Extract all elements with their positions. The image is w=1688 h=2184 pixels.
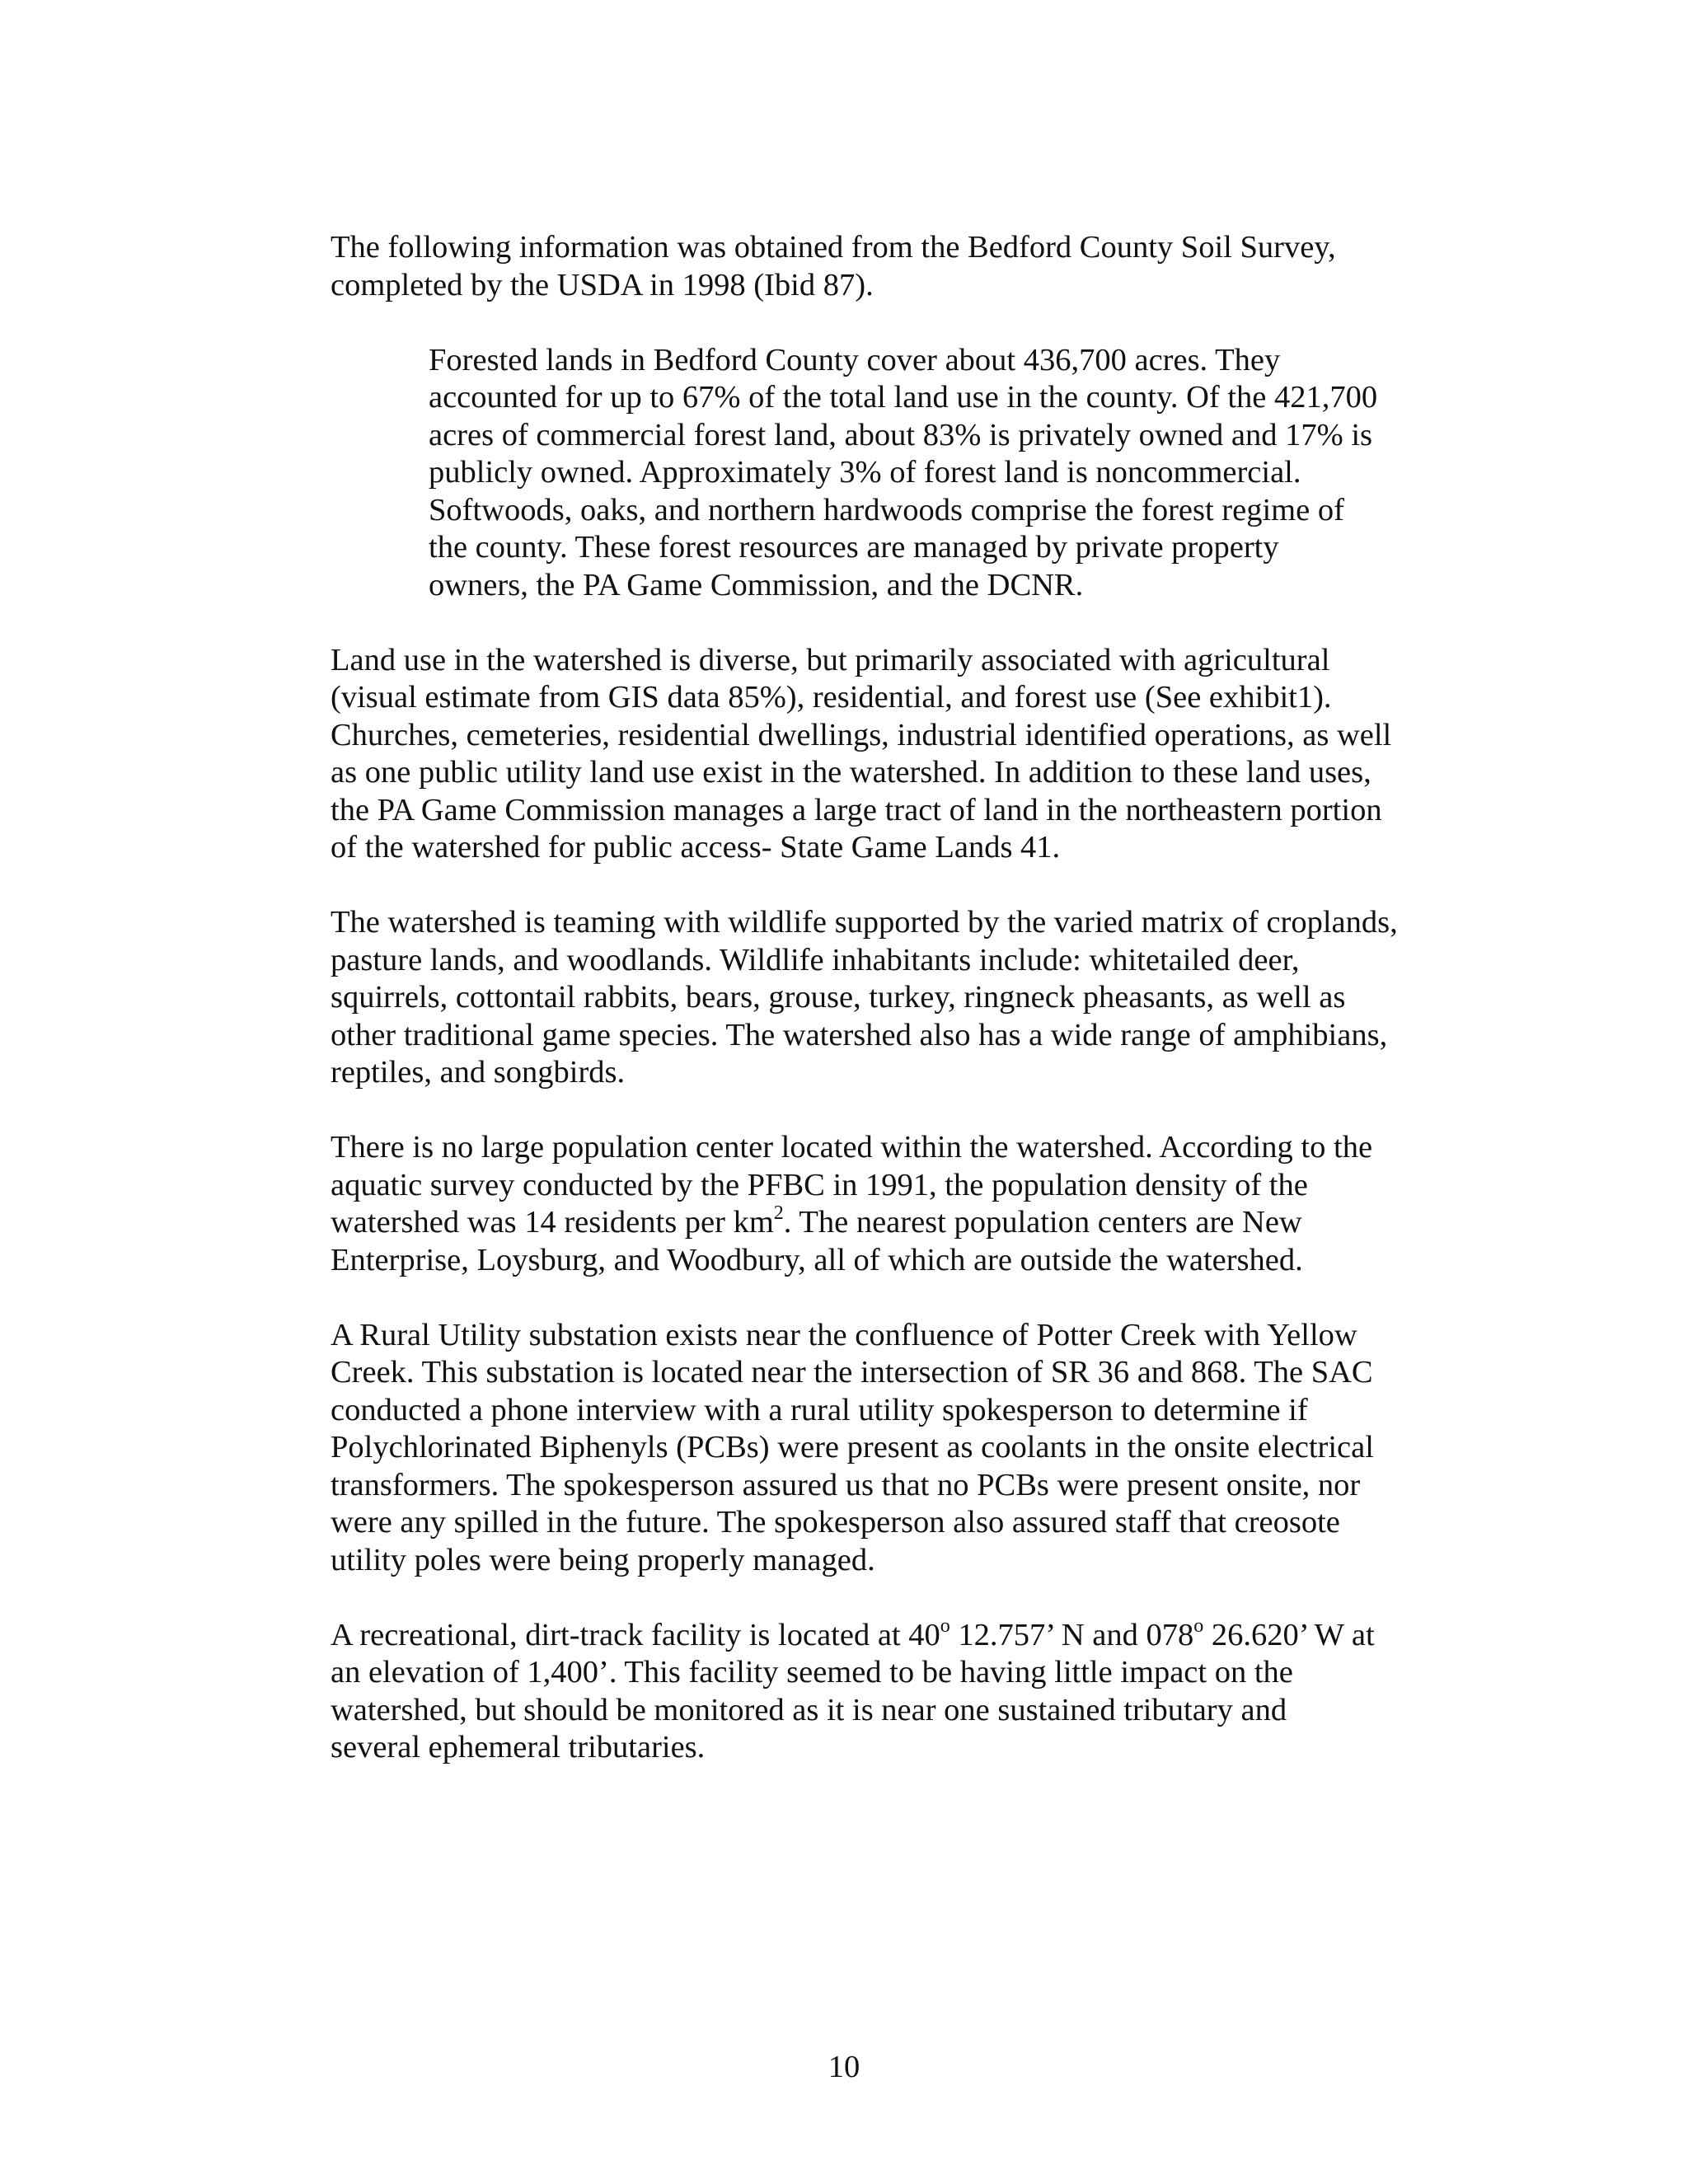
text-fragment: 26.620’ W at — [1203, 1617, 1375, 1652]
text-line: were any spilled in the future. The spokesperson also assured staff that creosote — [331, 1505, 1340, 1540]
text-line: other traditional game species. The watershed also has a wide range of amphibians, — [331, 1017, 1388, 1052]
paragraph-wildlife — [331, 904, 1451, 1092]
page-number: 10 — [828, 2050, 860, 2084]
text-fragment: . The nearest population centers are New — [783, 1205, 1302, 1240]
paragraph-forest-quote — [429, 342, 1451, 605]
text-line: (visual estimate from GIS data 85%), residential, and forest use (See exhibit1). — [331, 680, 1332, 715]
text-line: accounted for up to 67% of the total land use in the county. Of the 421,700 — [429, 380, 1378, 415]
text-line: Creek. This substation is located near the intersection of SR 36 and 868. The SAC — [331, 1355, 1373, 1390]
degree-superscript: o — [1193, 1615, 1204, 1637]
text-line: publicly owned. Approximately 3% of forest land is noncommercial. — [429, 455, 1301, 490]
text-fragment: 12.757’ N and 078 — [950, 1617, 1194, 1652]
text-line: reptiles, and songbirds. — [331, 1055, 626, 1090]
text-line: the county. These forest resources are managed by private property — [429, 530, 1279, 565]
body-text — [331, 229, 1451, 1804]
coordinates-line — [331, 1617, 1451, 1655]
paragraph-population — [331, 1129, 1451, 1279]
text-line: Softwoods, oaks, and northern hardwoods comprise the forest regime of — [429, 492, 1344, 527]
text-line: Forested lands in Bedford County cover about 436,700 acres. They — [429, 342, 1281, 377]
text-line: There is no large population center located within the watershed. According to the — [331, 1130, 1373, 1165]
text-line: the PA Game Commission manages a large tract of land in the northeastern portion — [331, 792, 1382, 827]
superscript-squared: 2 — [773, 1202, 784, 1225]
paragraph-intro — [331, 229, 1451, 304]
text-line: Churches, cemeteries, residential dwellings, industrial identified operations, as well — [331, 717, 1392, 752]
text-line: an elevation of 1,400’. This facility seemed to be having little impact on the — [331, 1655, 1293, 1690]
paragraph-dirt-track — [331, 1617, 1451, 1767]
text-line: acres of commercial forest land, about 83% is privately owned and 17% is — [429, 417, 1373, 452]
text-line: utility poles were being properly managed. — [331, 1542, 875, 1577]
paragraph-land-use — [331, 642, 1451, 867]
text-line: Land use in the watershed is diverse, but primarily associated with agricultural — [331, 642, 1330, 677]
degree-superscript: o — [940, 1615, 950, 1637]
text-line: conducted a phone interview with a rural utility spokesperson to determine if — [331, 1392, 1308, 1427]
text-fragment: watershed was 14 residents per km — [331, 1205, 774, 1240]
text-line: owners, the PA Game Commission, and the DCNR. — [429, 567, 1084, 602]
text-line: of the watershed for public access- State Game Lands 41. — [331, 830, 1061, 865]
text-line: squirrels, cottontail rabbits, bears, grouse, turkey, ringneck pheasants, as well as — [331, 980, 1346, 1015]
text-line: completed by the USDA in 1998 (Ibid 87). — [331, 267, 874, 302]
text-line: Enterprise, Loysburg, and Woodbury, all of which are outside the watershed. — [331, 1242, 1303, 1277]
text-line: watershed, but should be monitored as it is near one sustained tributary and — [331, 1692, 1287, 1727]
text-line: A Rural Utility substation exists near the confluence of Potter Creek with Yellow — [331, 1317, 1357, 1352]
text-line: aquatic survey conducted by the PFBC in 1991, the population density of the — [331, 1167, 1308, 1202]
text-line: The watershed is teaming with wildlife supported by the varied matrix of croplands, — [331, 905, 1398, 940]
text-line: transformers. The spokesperson assured us that no PCBs were present onsite, nor — [331, 1467, 1361, 1502]
text-line: several ephemeral tributaries. — [331, 1730, 706, 1765]
text-line: The following information was obtained from the Bedford County Soil Survey, — [331, 230, 1336, 265]
text-line: pasture lands, and woodlands. Wildlife inhabitants include: whitetailed deer, — [331, 942, 1300, 977]
text-line: as one public utility land use exist in the watershed. In addition to these land uses, — [331, 755, 1372, 790]
paragraph-substation — [331, 1317, 1451, 1580]
text-line: Polychlorinated Biphenyls (PCBs) were present as coolants in the onsite electrical — [331, 1430, 1374, 1465]
text-fragment: A recreational, dirt-track facility is located at 40 — [331, 1617, 940, 1652]
population-density-line — [331, 1204, 1451, 1242]
